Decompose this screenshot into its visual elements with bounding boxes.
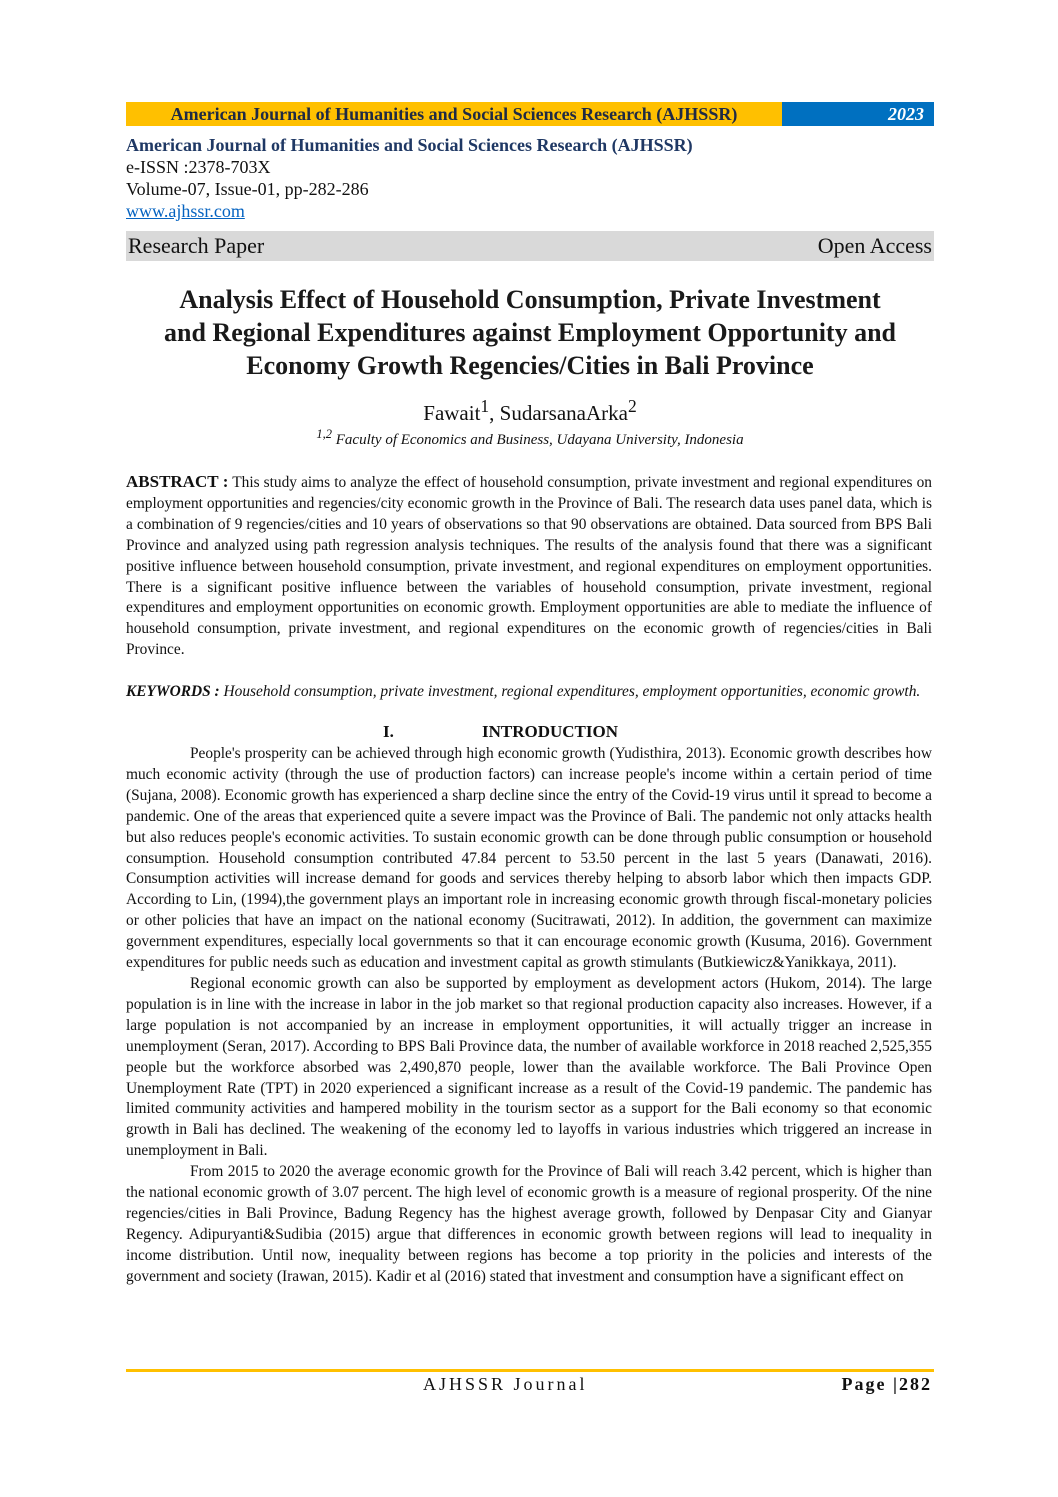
journal-volume: Volume-07, Issue-01, pp-282-286 — [126, 179, 369, 199]
title-line: Economy Growth Regencies/Cities in Bali Province — [246, 351, 814, 380]
page-footer — [126, 1374, 934, 1400]
abstract-label: ABSTRACT : — [126, 472, 229, 491]
introduction-body — [126, 744, 932, 1288]
body-paragraph: Regional economic growth can also be supported by employment as development actors (Hukom, 2014). The large population is in line with the increase in labor in the job market so that regional production capacity also increases. However, if a large population is not accompanied by an increase in employment opportunities, it will actually trigger an increase in unemployment (Seran, 2017). According to BPS Bali Province data, the number of available workforce in 2018 reached 2,525,355 people but the workforce absorbed was 2,490,870 people, lower than the available workforce. The Bali Province Open Unemployment Rate (TPT) in 2020 experienced a significant increase as a result of the Covid-19 pandemic. The pandemic has limited community activities and hampered mobility in the tourism sector as a support for the Bali economy so that economic growth in Bali has declined. The weakening of the economy led to layoffs in various industries which triggered an increase in unemployment in Bali. — [126, 974, 932, 1160]
abstract-text: This study aims to analyze the effect of household consumption, private investment and regional expenditures on employment opportunities and regencies/city economic growth in the Province of Bali. The research data uses panel data, which is a combination of 9 regencies/cities and 10 years of observations so that 90 observations are obtained. Data sourced from BPS Bali Province and analyzed using path regression analysis techniques. The results of the analysis found that there was a significant positive influence between household consumption, private investment, and regional expenditures on employment opportunities. There is a significant positive influence between the variables of household consumption, private investment, regional expenditures and employment opportunities on economic growth. Employment opportunities are able to mediate the influence of household consumption, private investment, and regional expenditures on the economic growth of regencies/cities in Bali Province. — [126, 474, 933, 659]
journal-header-band — [126, 102, 934, 126]
footer-page-number: Page |282 — [841, 1374, 932, 1394]
footer-journal: AJHSSR Journal — [423, 1374, 588, 1394]
affiliation-text: Faculty of Economics and Business, Udayana University, Indonesia — [332, 432, 744, 448]
author-name: Fawait — [423, 401, 481, 425]
author-affiliation — [126, 427, 934, 449]
paper-type-band — [126, 231, 934, 261]
author-separator: , — [489, 401, 500, 425]
paper-type-label: Research Paper — [128, 233, 265, 258]
affiliation-superscript: 1,2 — [316, 427, 332, 441]
header-journal-name: American Journal of Humanities and Social Sciences Research (AJHSSR) — [126, 102, 782, 126]
journal-name: American Journal of Humanities and Social Sciences Research (AJHSSR) — [126, 135, 693, 155]
paper-title — [126, 283, 934, 382]
keywords-block — [126, 682, 932, 703]
title-line: and Regional Expenditures against Employment Opportunity and — [164, 318, 896, 347]
author-list — [126, 396, 934, 426]
open-access-label: Open Access — [817, 233, 932, 258]
keywords-label: KEYWORDS : — [126, 683, 220, 700]
section-title: INTRODUCTION — [482, 722, 619, 741]
journal-info-block — [126, 134, 934, 222]
abstract-block — [126, 472, 932, 661]
footer-rule — [126, 1369, 934, 1372]
header-year: 2023 — [782, 102, 934, 126]
author-superscript: 2 — [627, 396, 637, 416]
title-line: Analysis Effect of Household Consumption, Private Investment — [179, 285, 881, 314]
author-superscript: 1 — [480, 396, 490, 416]
journal-issn: e-ISSN :2378-703X — [126, 157, 271, 177]
body-paragraph: From 2015 to 2020 the average economic growth for the Province of Bali will reach 3.42 percent, which is higher than the national economic growth of 3.07 percent. The high level of economic growth is a measure of regional prosperity. Of the nine regencies/cities in Bali Province, Badung Regency has the highest average growth, followed by Denpasar City and Gianyar Regency. Adipuryanti&Sudibia (2015) argue that differences in economic growth between regions will lead to inequality in income distribution. Until now, inequality between regions has become a top priority in the policies and interests of the government and society (Irawan, 2015). Kadir et al (2016) stated that investment and consumption have a significant effect on — [126, 1163, 932, 1285]
section-number: I. — [383, 722, 394, 741]
body-paragraph: People's prosperity can be achieved through high economic growth (Yudisthira, 2013). Economic growth describes how much economic activity (through the use of production factors) can increase people's income within a certain period of time (Sujana, 2008). Economic growth has experienced a sharp decline since the entry of the Covid-19 virus until it spread to become a pandemic. One of the areas that experienced quite a severe impact was the Province of Bali. The pandemic not only attacks health but also reduces people's economic activities. To sustain economic growth can be done through public consumption or household consumption. Household consumption contributed 47.84 percent to 53.50 percent in the last 5 years (Danawati, 2016). Consumption activities will increase demand for goods and services thereby helping to absorb labor which then impacts GDP. According to Lin, (1994),the government plays an important role in increasing economic growth through fiscal-monetary policies or other policies that have an impact on the national economy (Sucitrawati, 2012). In addition, the government can maximize government expenditures, especially local governments so that it can encourage economic growth (Kusuma, 2016). Government expenditures for public needs such as education and investment capital as growth stimulants (Butkiewicz&Yanikkaya, 2011). — [126, 745, 932, 972]
journal-website-link[interactable]: www.ajhssr.com — [126, 201, 245, 221]
author-name: SudarsanaArka — [499, 401, 628, 425]
keywords-text: Household consumption, private investment, regional expenditures, employment opportunities, economic growth. — [219, 683, 921, 700]
